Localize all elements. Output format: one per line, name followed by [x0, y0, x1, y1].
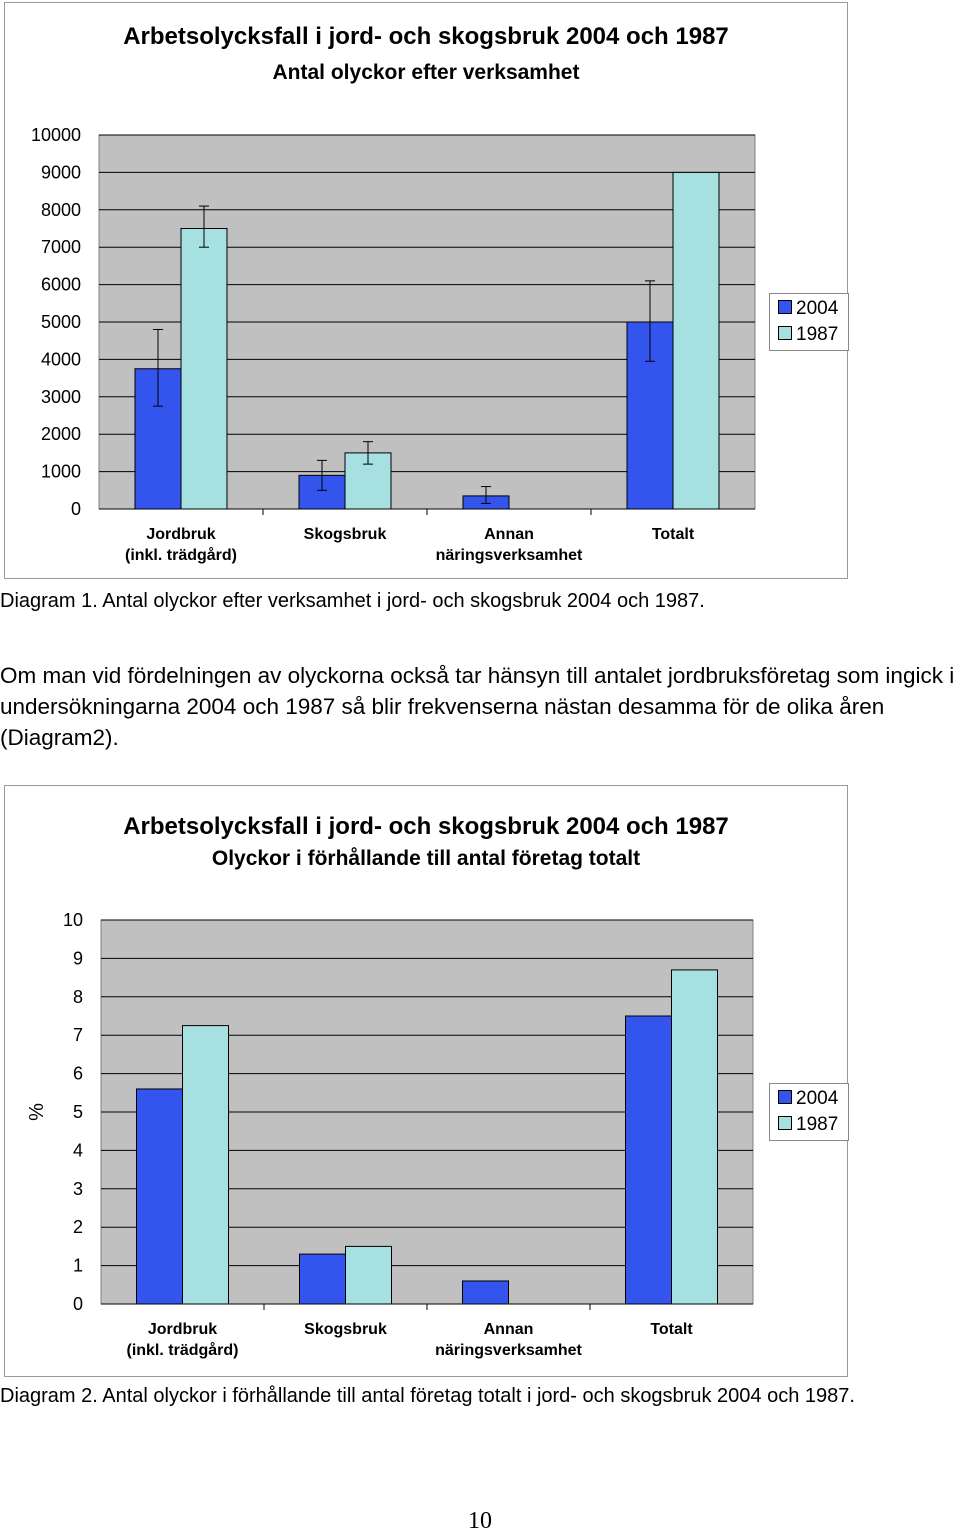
y-tick-label: 10: [62, 910, 83, 930]
bar-1987: [181, 229, 227, 510]
legend-label-2004: 2004: [796, 298, 839, 319]
chart-2-plot: [5, 786, 847, 1376]
y-tick-label: 7000: [40, 237, 81, 258]
y-tick-label: 5000: [40, 312, 81, 332]
legend-label-1987: 1987: [796, 324, 839, 345]
y-tick-label: 1000: [40, 461, 81, 482]
chart-2-subtitle: Olyckor i förhållande till antal företag totalt: [211, 847, 641, 870]
y-tick-label: 4: [72, 1140, 83, 1161]
chart-1-legend: [769, 293, 849, 351]
y-tick-label: 3: [72, 1178, 83, 1199]
y-tick-label: 8: [72, 986, 83, 1007]
y-tick-label: 5: [72, 1102, 83, 1122]
chart-2-frame: [4, 785, 848, 1377]
chart-2-legend: [769, 1083, 849, 1141]
y-tick-label: 2000: [40, 424, 81, 445]
legend-swatch-1987: [778, 1116, 792, 1130]
legend-label-2004: 2004: [796, 1088, 839, 1109]
y-tick-label: 1: [72, 1255, 83, 1276]
y-tick-label: 2: [72, 1217, 83, 1238]
x-category-label: (inkl. trädgård): [126, 1342, 239, 1359]
bar-1987: [673, 172, 719, 509]
bar-2004: [463, 1281, 509, 1304]
legend-entry-1987: [778, 324, 838, 346]
legend-entry-2004: [778, 298, 838, 320]
x-category-label: Annan: [484, 526, 534, 543]
y-tick-label: 7: [72, 1025, 83, 1046]
y-tick-label: 6: [72, 1063, 83, 1084]
bar-2004: [300, 1254, 346, 1304]
bar-1987: [672, 970, 718, 1304]
y-tick-label: 8000: [40, 199, 81, 220]
legend-entry-2004: [778, 1088, 838, 1110]
body-paragraph: Om man vid fördelningen av olyckorna också tar hänsyn till antalet jordbruksföretag som ingick i undersökningarna 2004 och 1987 så blir frekvenserna nästan desamma för de olika åren (Diagram2).: [0, 663, 955, 750]
y-tick-label: 10000: [30, 125, 81, 145]
diagram-2-caption: Diagram 2. Antal olyckor i förhållande till antal företag totalt i jord- och skogsbruk 2004 och 1987.: [0, 1385, 855, 1407]
bar-1987: [346, 1246, 392, 1304]
y-tick-label: 9000: [40, 162, 81, 183]
y-tick-label: 9: [72, 948, 83, 969]
x-category-label: Skogsbruk: [303, 526, 387, 543]
y-axis-label: %: [26, 1103, 48, 1121]
y-tick-label: 4000: [40, 349, 81, 370]
y-tick-label: 6000: [40, 274, 81, 295]
legend-entry-1987: [778, 1114, 838, 1136]
y-tick-label: 3000: [40, 386, 81, 407]
x-category-label: (inkl. trädgård): [124, 547, 238, 564]
chart-1-title: Arbetsolycksfall i jord- och skogsbruk 2004 och 1987: [123, 23, 729, 50]
chart-2-title: Arbetsolycksfall i jord- och skogsbruk 2004 och 1987: [123, 813, 729, 840]
bar-2004: [626, 1016, 672, 1304]
chart-1-frame: [4, 2, 848, 579]
legend-label-1987: 1987: [796, 1114, 839, 1135]
y-tick-label: 0: [70, 499, 81, 519]
chart-1-plot: [5, 3, 847, 578]
legend-swatch-2004: [778, 300, 792, 314]
diagram-1-caption: Diagram 1. Antal olyckor efter verksamhet i jord- och skogsbruk 2004 och 1987.: [0, 590, 705, 612]
x-category-label: näringsverksamhet: [435, 1342, 582, 1359]
x-category-label: näringsverksamhet: [435, 547, 583, 564]
legend-swatch-2004: [778, 1090, 792, 1104]
chart-1-subtitle: Antal olyckor efter verksamhet: [272, 61, 580, 84]
x-category-label: Jordbruk: [147, 1321, 218, 1338]
page-number: 10: [468, 1508, 492, 1534]
x-category-label: Totalt: [650, 1321, 693, 1338]
y-tick-label: 0: [72, 1294, 83, 1314]
x-category-label: Annan: [483, 1321, 534, 1338]
bar-1987: [183, 1026, 229, 1304]
bar-2004: [137, 1089, 183, 1304]
x-category-label: Totalt: [651, 526, 695, 543]
legend-swatch-1987: [778, 326, 792, 340]
x-category-label: Jordbruk: [146, 526, 216, 543]
x-category-label: Skogsbruk: [304, 1321, 387, 1338]
